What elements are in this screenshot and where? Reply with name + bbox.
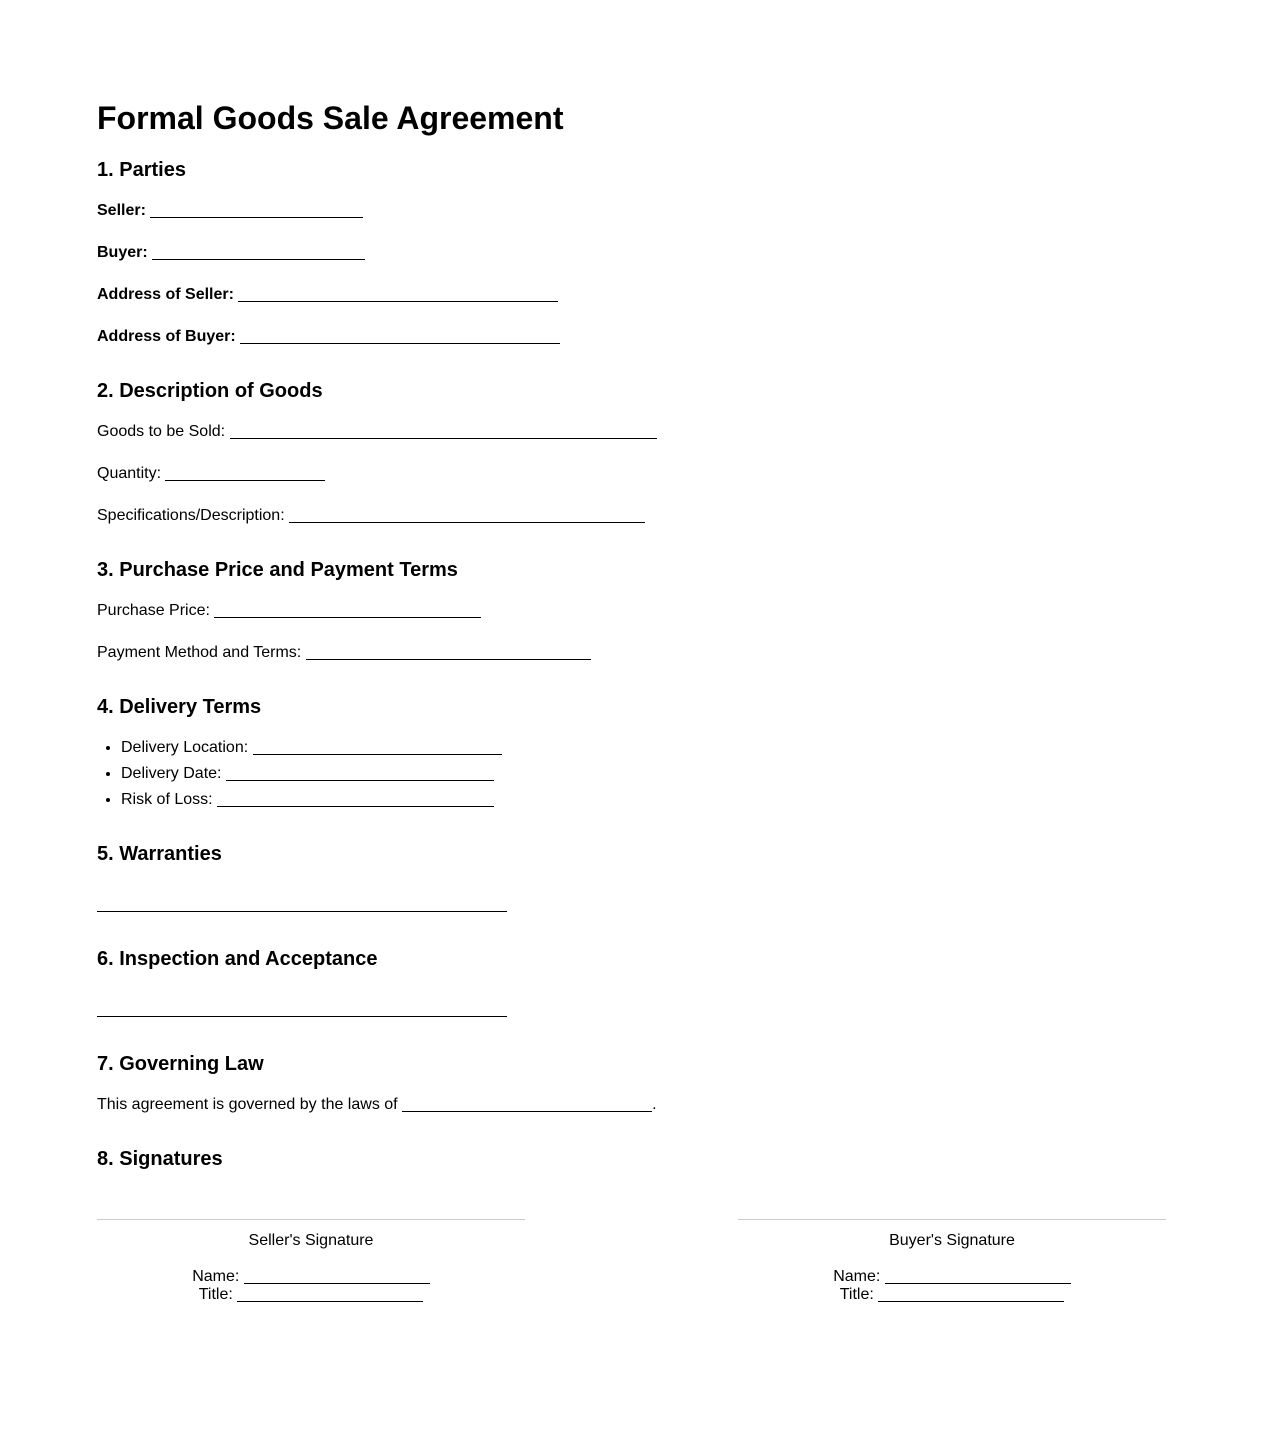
buyer-signature-caption: Buyer's Signature bbox=[889, 1232, 1015, 1249]
payment-field bbox=[97, 644, 1166, 662]
warranties-field bbox=[97, 896, 1166, 914]
title-label: Title: bbox=[198, 1286, 233, 1303]
section-heading-inspection: 6. Inspection and Acceptance bbox=[97, 948, 378, 970]
buyer-label: Buyer: bbox=[97, 244, 148, 261]
section-heading-goods: 2. Description of Goods bbox=[97, 380, 323, 402]
address-buyer-label: Address of Buyer: bbox=[97, 328, 236, 345]
quantity-field bbox=[97, 465, 1166, 483]
address-seller-blank[interactable] bbox=[238, 301, 558, 302]
section-heading-delivery: 4. Delivery Terms bbox=[97, 696, 262, 718]
specs-field bbox=[97, 507, 1166, 525]
name-label: Name: bbox=[192, 1268, 240, 1285]
buyer-title-field bbox=[738, 1286, 1166, 1304]
goods-blank[interactable] bbox=[230, 438, 657, 439]
seller-field bbox=[97, 202, 1166, 220]
buyer-name-blank[interactable] bbox=[885, 1283, 1071, 1284]
seller-label: Seller: bbox=[97, 202, 146, 219]
delivery-location-label: Delivery Location: bbox=[121, 739, 249, 756]
seller-title-field bbox=[97, 1286, 525, 1304]
list-item bbox=[121, 765, 1166, 783]
payment-blank[interactable] bbox=[306, 659, 591, 660]
specs-blank[interactable] bbox=[289, 522, 645, 523]
governing-law-text: This agreement is governed by the laws of bbox=[97, 1096, 398, 1113]
signature-blocks bbox=[97, 1219, 1166, 1304]
delivery-date-label: Delivery Date: bbox=[121, 765, 222, 782]
list-item bbox=[121, 739, 1166, 757]
goods-field bbox=[97, 423, 1166, 441]
name-label: Name: bbox=[833, 1268, 881, 1285]
address-buyer-field bbox=[97, 328, 1166, 346]
buyer-title-blank[interactable] bbox=[878, 1301, 1064, 1302]
quantity-blank[interactable] bbox=[165, 480, 325, 481]
inspection-field bbox=[97, 1001, 1166, 1019]
address-seller-label: Address of Seller: bbox=[97, 286, 234, 303]
goods-label: Goods to be Sold: bbox=[97, 423, 226, 440]
payment-label: Payment Method and Terms: bbox=[97, 644, 302, 661]
section-heading-law: 7. Governing Law bbox=[97, 1053, 264, 1075]
address-buyer-blank[interactable] bbox=[240, 343, 560, 344]
seller-signature-caption: Seller's Signature bbox=[248, 1232, 374, 1249]
risk-of-loss-blank[interactable] bbox=[217, 806, 494, 807]
delivery-list bbox=[97, 739, 1166, 809]
list-item bbox=[121, 791, 1166, 809]
section-heading-signatures: 8. Signatures bbox=[97, 1148, 223, 1170]
governing-law-field bbox=[97, 1096, 1166, 1114]
buyer-signature-block[interactable] bbox=[738, 1219, 1166, 1304]
document-title: Formal Goods Sale Agreement bbox=[97, 100, 564, 136]
period: . bbox=[652, 1096, 657, 1113]
buyer-blank[interactable] bbox=[152, 259, 365, 260]
warranties-blank[interactable] bbox=[97, 911, 507, 912]
price-label: Purchase Price: bbox=[97, 602, 210, 619]
inspection-blank[interactable] bbox=[97, 1016, 507, 1017]
seller-title-blank[interactable] bbox=[237, 1301, 423, 1302]
price-field bbox=[97, 602, 1166, 620]
seller-signature-block[interactable] bbox=[97, 1219, 525, 1304]
specs-label: Specifications/Description: bbox=[97, 507, 285, 524]
risk-of-loss-label: Risk of Loss: bbox=[121, 791, 213, 808]
delivery-date-blank[interactable] bbox=[226, 780, 494, 781]
price-blank[interactable] bbox=[214, 617, 481, 618]
buyer-field bbox=[97, 244, 1166, 262]
seller-blank[interactable] bbox=[150, 217, 363, 218]
title-label: Title: bbox=[839, 1286, 874, 1303]
agreement-document bbox=[97, 0, 1166, 1304]
seller-name-field bbox=[97, 1268, 525, 1286]
quantity-label: Quantity: bbox=[97, 465, 162, 482]
delivery-location-blank[interactable] bbox=[253, 754, 502, 755]
section-heading-warranties: 5. Warranties bbox=[97, 843, 222, 865]
governing-law-blank[interactable] bbox=[402, 1111, 652, 1112]
address-seller-field bbox=[97, 286, 1166, 304]
section-heading-parties: 1. Parties bbox=[97, 159, 186, 181]
seller-name-blank[interactable] bbox=[244, 1283, 430, 1284]
section-heading-price: 3. Purchase Price and Payment Terms bbox=[97, 559, 458, 581]
buyer-name-field bbox=[738, 1268, 1166, 1286]
